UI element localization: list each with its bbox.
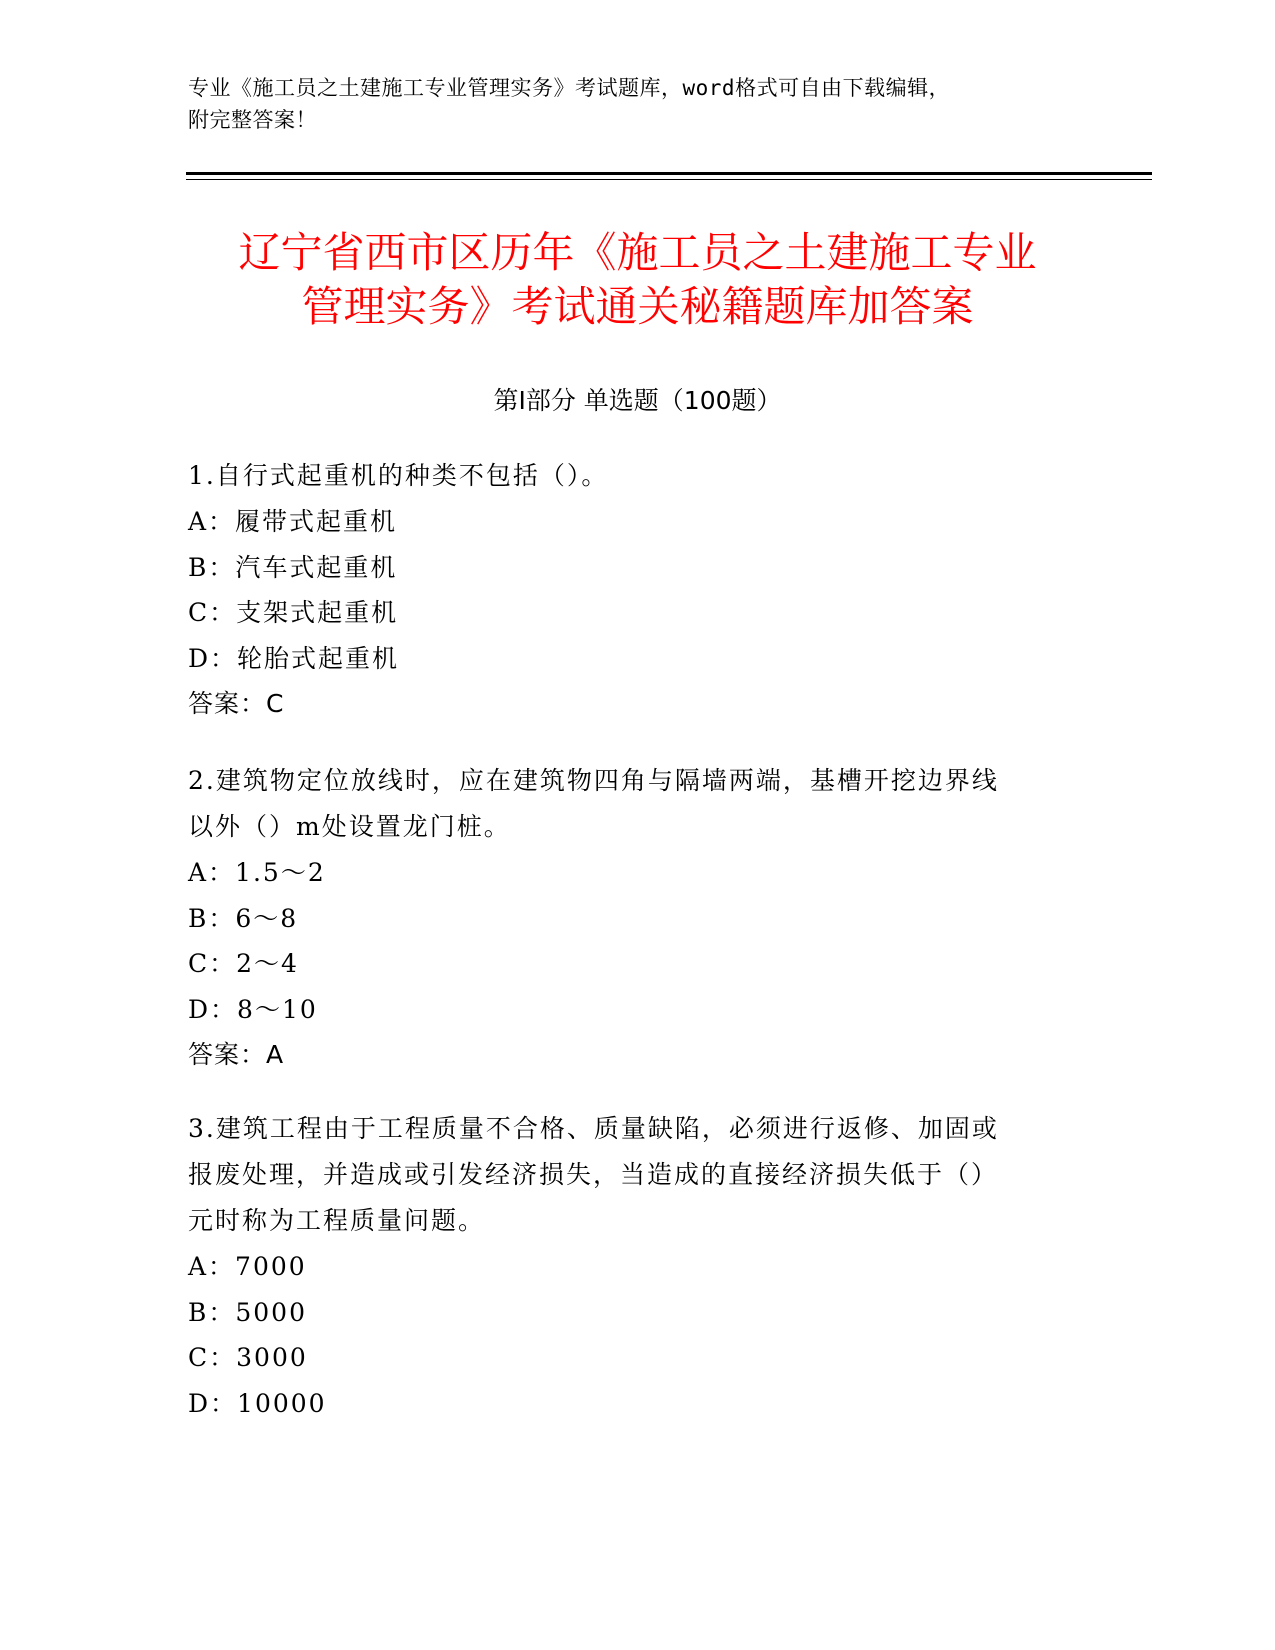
question-stem: 以外（）m处设置龙门桩。: [188, 812, 511, 841]
header-note-line: 专业《施工员之土建施工专业管理实务》考试题库，word格式可自由下载编辑，: [188, 76, 951, 100]
option-c: C：3000: [188, 1343, 308, 1372]
answer: 答案：A: [188, 1040, 285, 1069]
question-stem: 3.建筑工程由于工程质量不合格、质量缺陷，必须进行返修、加固或: [188, 1114, 999, 1143]
title-line: 管理实务》考试通关秘籍题库加答案: [301, 282, 974, 331]
option-a: A：履带式起重机: [188, 507, 398, 536]
option-b: B：5000: [188, 1297, 307, 1327]
option-d: D：轮胎式起重机: [188, 643, 400, 673]
question-1: [188, 453, 1068, 727]
option-b: B：汽车式起重机: [188, 552, 398, 582]
option-d: D：8～10: [188, 994, 318, 1024]
option-d: D：10000: [188, 1388, 327, 1418]
question-stem: 报废处理，并造成或引发经济损失，当造成的直接经济损失低于（）: [188, 1160, 999, 1189]
header-divider: [186, 179, 1152, 180]
header-divider: [186, 172, 1152, 175]
answer: 答案：C: [188, 689, 285, 718]
question-stem: 1.自行式起重机的种类不包括（）。: [188, 461, 609, 490]
option-c: C：支架式起重机: [188, 598, 399, 627]
option-a: A：7000: [188, 1252, 307, 1281]
question-2: [188, 758, 1068, 1078]
section-title: 第Ⅰ部分 单选题（100题）: [493, 386, 782, 415]
header-note-line: 附完整答案！: [188, 108, 317, 132]
question-stem: 2.建筑物定位放线时，应在建筑物四角与隔墙两端，基槽开挖边界线: [188, 766, 999, 795]
question-3: [188, 1106, 1068, 1426]
title-line: 辽宁省西市区历年《施工员之土建施工专业: [238, 228, 1037, 277]
option-b: B：6～8: [188, 903, 299, 933]
option-a: A：1.5～2: [188, 858, 326, 887]
question-stem: 元时称为工程质量问题。: [188, 1206, 486, 1235]
option-c: C：2～4: [188, 949, 299, 978]
header-note: [188, 72, 1068, 136]
document-title: [150, 226, 1125, 334]
